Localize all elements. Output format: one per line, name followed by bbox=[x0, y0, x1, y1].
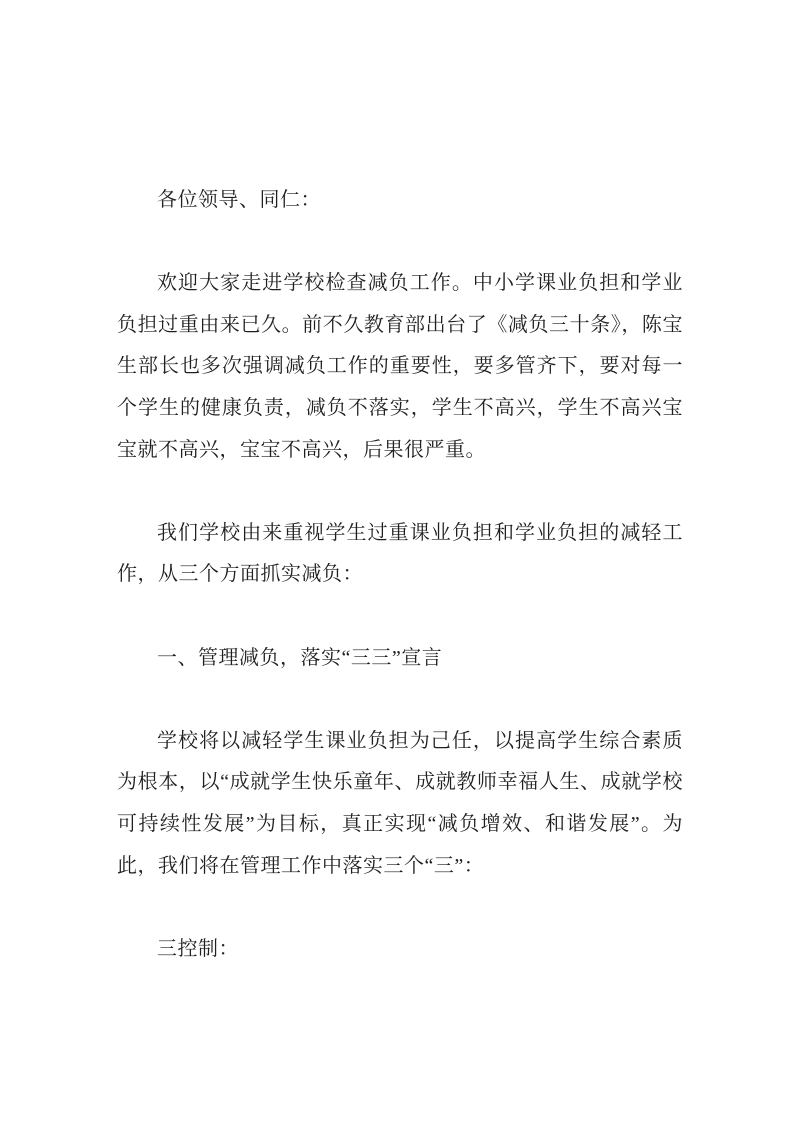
goals-paragraph: 学校将以减轻学生课业负担为己任，以提高学生综合素质为根本，以“成就学生快乐童年、成就教师幸福人生、成就学校可持续性发展”为目标，真正实现“减负增效、和谐发展”。为此，我们将在管理工作中落实三个“三”： bbox=[117, 729, 683, 877]
document-body bbox=[117, 180, 683, 970]
three-controls-label: 三控制： bbox=[157, 937, 239, 960]
overview-paragraph: 我们学校由来重视学生过重课业负担和学业负担的减轻工作，从三个方面抓实减负： bbox=[117, 521, 683, 586]
intro-paragraph: 欢迎大家走进学校检查减负工作。中小学课业负担和学业负担过重由来已久。前不久教育部出台了《减负三十条》，陈宝生部长也多次强调减负工作的重要性，要多管齐下，要对每一个学生的健康负责，减负不落实，学生不高兴，学生不高兴宝宝就不高兴，宝宝不高兴，后果很严重。 bbox=[117, 272, 683, 461]
section-heading: 一、管理减负，落实“三三”宣言 bbox=[157, 646, 443, 669]
salutation-paragraph: 各位领导、同仁： bbox=[157, 189, 321, 211]
